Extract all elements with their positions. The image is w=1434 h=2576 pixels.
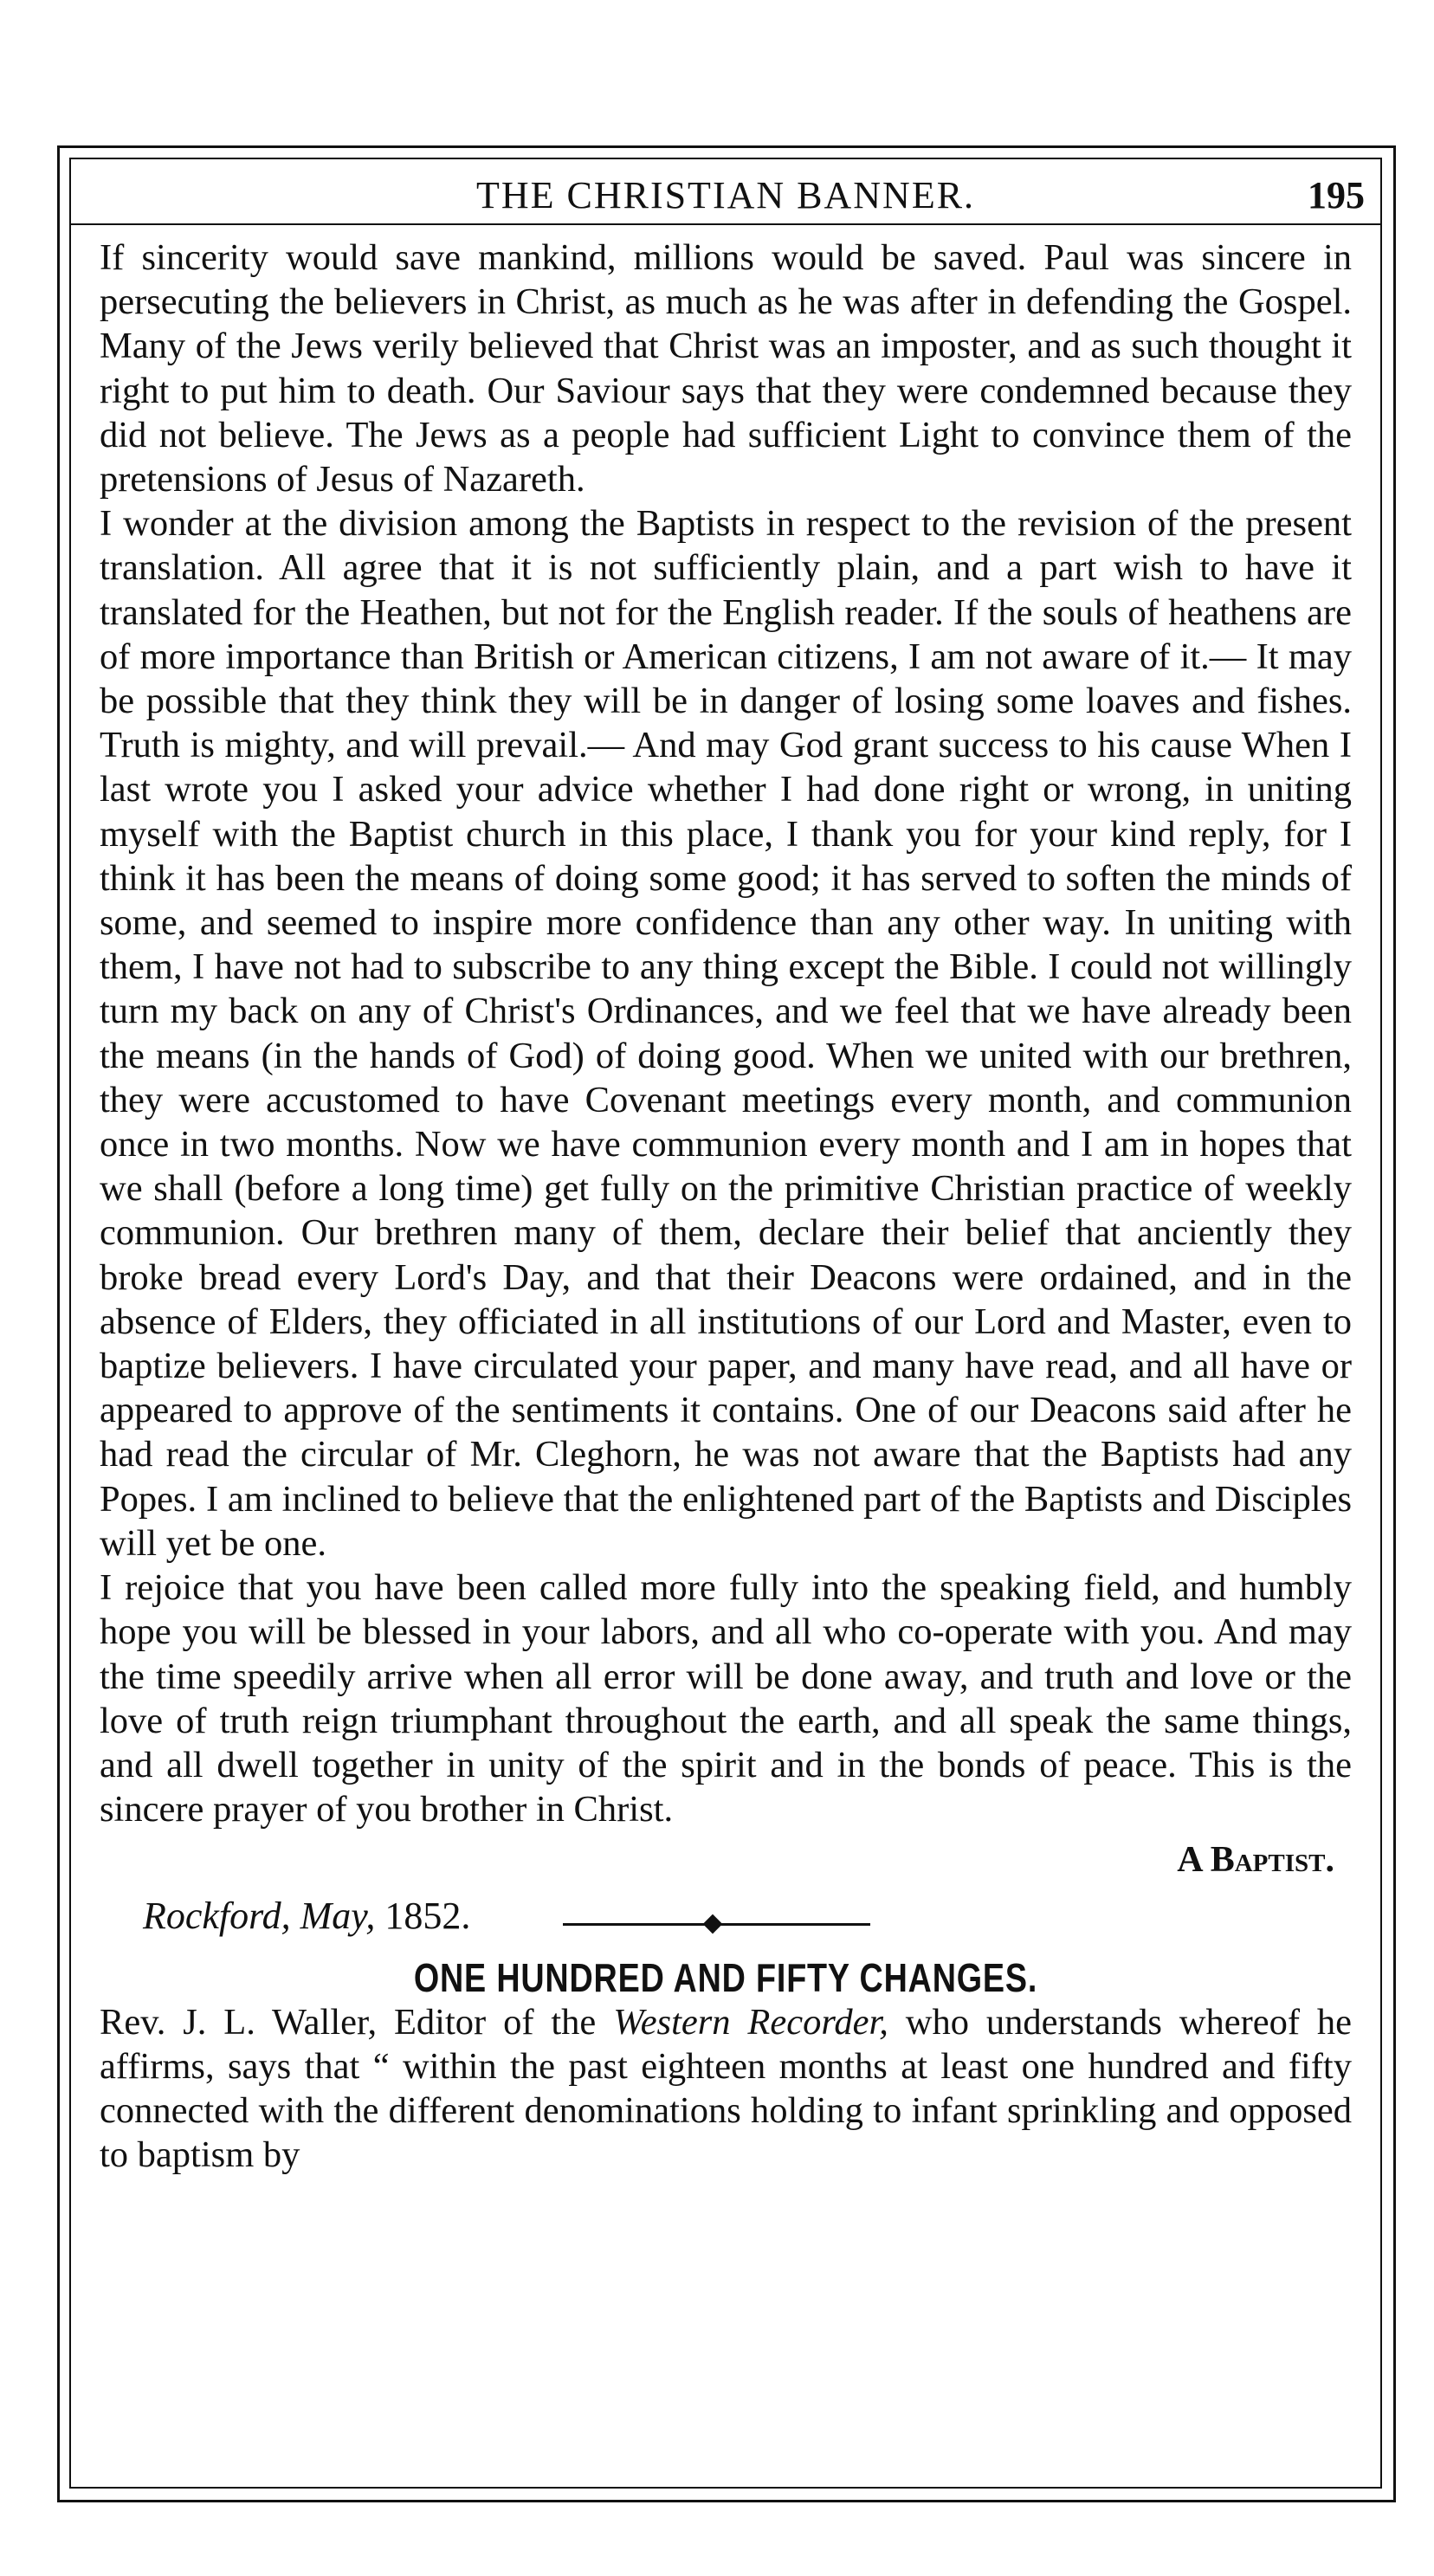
page-header [69,165,1382,225]
running-title: THE CHRISTIAN BANNER. [475,174,976,216]
dateline-year: 1852. [384,1894,471,1937]
dateline-place: Rockford, [143,1894,291,1937]
dateline-month: May, [300,1894,376,1937]
article-intro-start: Rev. J. L. Waller, Editor of the [100,2001,614,2043]
letter-paragraph-3: I rejoice that you have been called more fully into the speaking field, and humbly hope you will be blessed in your labors, and all who co-operate with you. And may the time speedily arrive when all error will be done away, and truth and love or the love of truth reign triumphant throughout the earth, and all speak the same things, and all dwell together in unity of the spirit and in the bonds of peace. This is the sincere prayer of you brother in Christ. [100,1567,1352,1830]
publication-title: Western Recorder, [613,2001,888,2043]
separator-ornament [703,1914,723,1934]
article-paragraph [100,2000,1352,2178]
letter-dateline [143,1894,470,1938]
page-number: 195 [1308,174,1365,216]
article-intro-continued: who understands whereof he affirms, says that “ within the past eighteen months at least one hundred and fifty connected with the different denominations holding to infant sprinkling and opposed to baptism by [100,2001,1352,2176]
letter-paragraph-2: I wonder at the division among the Baptists in respect to the revision of the present translation. All agree that it is not sufficiently plain, and a part wish to have it translated for the Heathen, but not for the English reader. If the souls of heathens are of more importance than British or American citizens, I am not aware of it.— It may be possible that they think they will be in danger of losing some loaves and fishes. Truth is mighty, and will prevail.— And may God grant success to his cause When I last wrote you I asked your advice whether I had done right or wrong, in uniting myself with the Baptist church in this place, I thank you for your kind reply, for I think it has been the means of doing some good; it has served to soften the minds of some, and seemed to inspire more confidence than any other way. In uniting with them, I have not had to subscribe to any thing except the Bible. I could not willingly turn my back on any of Christ's Ordinances, and we feel that we have already been the means (in the hands of God) of doing good. When we united with our brethren, they were accustomed to have Covenant meetings every month, and communion once in two months. Now we have communion every month and I am in hopes that we shall (before a long time) get fully on the primitive Christian practice of weekly communion. Our brethren many of them, declare their belief that anciently they broke bread every Lord's Day, and that their Deacons were ordained, and in the absence of Elders, they officiated in all institutions of our Lord and Master, even to baptize believers. I have circulated your paper, and many have read, and all have or appeared to approve of the sentiments it contains. One of our Deacons said after he had read the circular of Mr. Cleghorn, he was not aware that the Baptists had any Popes. I am inclined to believe that the enlightened part of the Baptists and Disciples will yet be one. [100,503,1352,1564]
page-body [100,236,1352,2178]
letter-paragraph-1: If sincerity would save mankind, millions would be saved. Paul was sincere in persecuting the believers in Christ, as much as he was after in defending the Gospel. Many of the Jews verily believed that Christ was an imposter, and as such thought it right to put him to death. Our Saviour says that they were condemned because they did not believe. The Jews as a people had sufficient Light to convince them of the pretensions of Jesus of Nazareth. [100,237,1352,500]
letter-signature: A Baptist. [1177,1840,1334,1881]
dateline-row [100,1888,1352,1949]
article-heading: ONE HUNDRED AND FIFTY CHANGES. [413,1954,1038,2000]
